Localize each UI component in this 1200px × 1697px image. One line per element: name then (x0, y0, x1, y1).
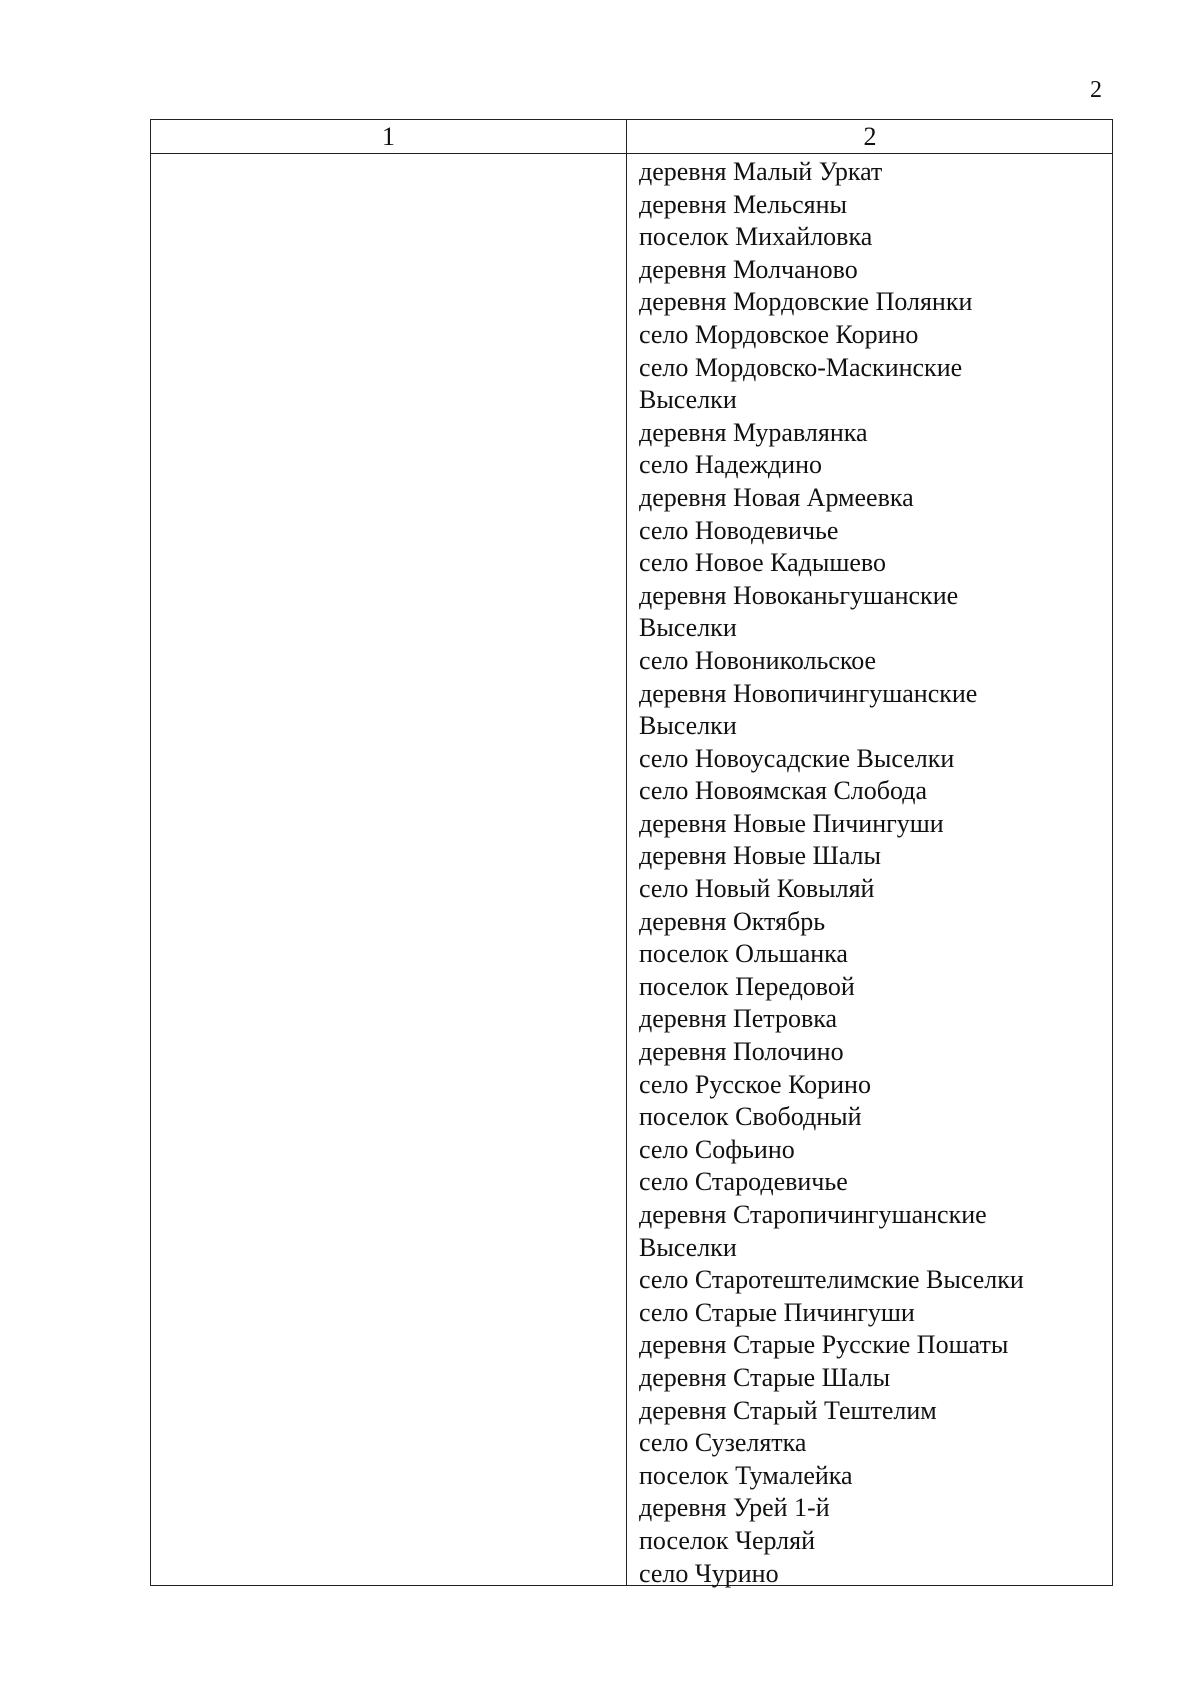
list-item: деревня Муравлянка (639, 417, 868, 447)
list-item: Выселки (639, 385, 737, 415)
list-item: деревня Старопичингушанские (639, 1200, 987, 1229)
list-item: село Новоусадские Выселки (639, 743, 955, 773)
list-item: деревня Петровка (639, 1004, 838, 1034)
list-item: деревня Молчаново (639, 254, 858, 284)
list-item: Выселки (639, 711, 737, 741)
list-item: деревня Новопичингушанские (639, 678, 978, 708)
list-item: село Софьино (639, 1134, 795, 1164)
list-item: село Новый Ковыляй (639, 874, 875, 904)
list-item: Выселки (639, 613, 737, 643)
list-item: деревня Старые Русские Пошаты (639, 1330, 1009, 1360)
list-item: село Новоникольское (639, 645, 877, 675)
list-item: село Русское Корино (639, 1069, 871, 1099)
list-item: деревня Мельсяны (639, 189, 847, 219)
list-item: деревня Новоканьгушанские (639, 580, 959, 610)
list-item: деревня Новая Армеевка (639, 482, 914, 512)
column-divider (626, 120, 627, 1585)
list-item: деревня Новые Шалы (639, 841, 881, 871)
table-header-row (151, 120, 1112, 154)
list-item: село Стародевичье (639, 1167, 848, 1197)
list-item: деревня Мордовские Полянки (639, 287, 973, 317)
list-item: деревня Октябрь (639, 906, 826, 936)
list-item: деревня Малый Уркат (639, 157, 883, 186)
list-item: поселок Передовой (639, 971, 855, 1001)
list-item: деревня Старые Шалы (639, 1362, 891, 1392)
list-item: село Надеждино (639, 450, 822, 480)
page-number: 2 (1090, 77, 1102, 103)
list-item: поселок Свободный (639, 1102, 862, 1132)
list-item: поселок Михайловка (639, 222, 873, 252)
list-item: деревня Старый Тештелим (639, 1395, 937, 1425)
header-col-1: 1 (382, 122, 395, 151)
table-col-2-cell (639, 156, 1109, 1590)
list-item: село Новоямская Слобода (639, 776, 928, 806)
list-item: село Старотештелимские Выселки (639, 1265, 1024, 1295)
list-item: деревня Новые Пичингуши (639, 808, 944, 838)
list-item: деревня Полочино (639, 1037, 844, 1067)
list-item: село Мордовско-Маскинские (639, 352, 963, 382)
list-item: село Мордовское Корино (639, 319, 919, 349)
list-item: поселок Черляй (639, 1525, 816, 1555)
list-item: село Новодевичье (639, 515, 839, 545)
settlements-table (150, 119, 1113, 1586)
list-item: поселок Тумалейка (639, 1460, 853, 1490)
list-item: деревня Урей 1-й (639, 1493, 830, 1523)
list-item: село Сузелятка (639, 1428, 807, 1458)
table-col-1-cell (151, 154, 626, 1585)
list-item: село Чурино (639, 1558, 779, 1588)
list-item: село Новое Кадышево (639, 548, 886, 578)
list-item: поселок Ольшанка (639, 939, 848, 969)
list-item: Выселки (639, 1232, 737, 1262)
header-col-2: 2 (863, 122, 877, 151)
list-item: село Старые Пичингуши (639, 1297, 915, 1327)
